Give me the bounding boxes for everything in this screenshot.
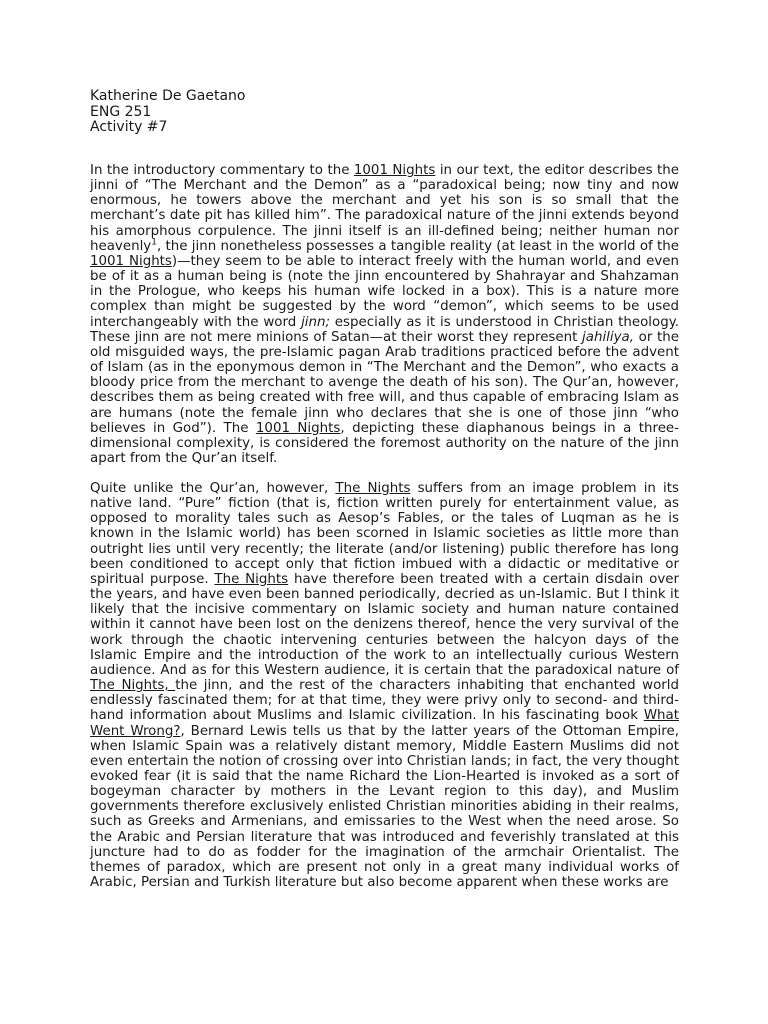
italic-term: jinn; — [301, 314, 330, 330]
text-run: , Bernard Lewis tells us that by the latter years of the Ottoman Empire, when Islamic Spain was a relatively distant memory, Middle Eastern Muslims did not even entertain the notion of crossing over into Christian lands; in fact, the very thought evoked fear (it is said that the name Richard the Lion-Hearted is invoked as a sort of bogeyman character by mothers in the Levant region to this day), and Muslim governments therefore exclusively enlisted Christian minorities abiding in their realms, such as Greeks and Armenians, and emissaries to the West when the need arose. So the Arabic and Persian literature that was introduced and feverishly translated at this juncture had to do as fodder for the imagination of the armchair Orientalist. The themes of paradox, which are present not only in a great many individual works of Arabic, Persian and Turkish literature but also become apparent when these works are — [90, 723, 679, 891]
document-header — [90, 89, 245, 136]
text-run: suffers from an image problem in its native land. “Pure” fiction (that is, fiction written purely for entertainment value, as opposed to morality tales such as Aesop’s Fables, or the tales of Luqman as he is known in the Islamic world) has been scorned in Islamic societies as little more than outright lies until very recently; the literate (and/or listening) public therefore has long been conditioned to accept only that fiction imbued with a didactic or meditative or spiritual purpose. — [90, 481, 679, 587]
text-run: In the introductory commentary to the — [90, 163, 354, 178]
text-run: , depicting these diaphanous beings in a three-dimensional complexity, is considered the foremost authority on the nature of the jinn apart from the Qur’an itself. — [90, 420, 679, 466]
book-title-the-nights: The Nights — [335, 481, 411, 496]
text-run: Quite unlike the Qur’an, however, — [90, 481, 336, 496]
book-title-the-nights: The Nights, — [90, 678, 176, 694]
book-title-1001-nights: 1001 Nights — [90, 253, 172, 269]
text-run: especially as it is understood in Christian theology. These jinn are not mere minions of Satan—at their worst they represent — [90, 314, 679, 345]
text-run: the jinn, and the rest of the characters inhabiting that enchanted world endlessly fascinated them; for at that time, they were privy only to second- and third-hand information about Muslims and Islamic civilization. In his fascinating book — [90, 678, 679, 724]
author-name: Katherine De Gaetano — [90, 88, 246, 104]
paragraph-2 — [90, 481, 679, 890]
book-title-what-went-wrong: What Went Wrong? — [90, 708, 679, 739]
book-title-the-nights: The Nights — [214, 571, 289, 587]
book-title-1001-nights: 1001 Nights — [353, 163, 436, 178]
footnote-marker: 1 — [151, 237, 157, 248]
text-run: have therefore been treated with a certain disdain over the years, and have even been banned periodically, decried as un-Islamic. But I think it likely that the incisive commentary on Islamic society and human nature contained within it cannot have been lost on the denizens thereof, hence the very survival of the work through the chaotic intervening centuries between the halcyon days of the Islamic Empire and the introduction of the work to an intellectually curious Western audience. And as for this Western audience, it is certain that the paradoxical nature of — [90, 571, 679, 678]
book-title-1001-nights: 1001 Nights — [255, 420, 341, 436]
assignment-title: Activity #7 — [90, 119, 168, 136]
course-code: ENG 251 — [90, 103, 152, 120]
text-run: )—they seem to be able to interact freely with the human world, and even be of it as a human being is (note the jinn encountered by Shahrayar and Shahzaman in the Prologue, who keeps his human wife locked in a box). This is a nature more complex than might be suggested by the word “demon”, which seems to be used interchangeably with the word — [90, 253, 679, 330]
text-run: or the old misguided ways, the pre-Islamic pagan Arab traditions practiced before the advent of Islam (as in the eponymous demon in “The Merchant and the Demon”, who exacts a bloody price from the merchant to avenge the death of his son). The Qur’an, however, describes them as being created with free will, and thus capable of embracing Islam as are humans (note the female jinn who declares that she is one of those jinn “who believes in God”). The — [90, 329, 679, 436]
italic-term: jahiliya, — [582, 329, 635, 345]
paragraph-1 — [90, 163, 679, 466]
text-run: , the jinn nonetheless possesses a tangible reality (at least in the world of the — [156, 238, 679, 254]
text-run: in our text, the editor describes the jinni of “The Merchant and the Demon” as a “paradoxical being; now tiny and now enormous, he towers above the merchant and yet his son is so small that the merchant’s date pit has killed him”. The paradoxical nature of the jinni extends beyond his amorphous corpulence. The jinni itself is an ill-defined being; neither human nor heavenly — [90, 163, 679, 254]
